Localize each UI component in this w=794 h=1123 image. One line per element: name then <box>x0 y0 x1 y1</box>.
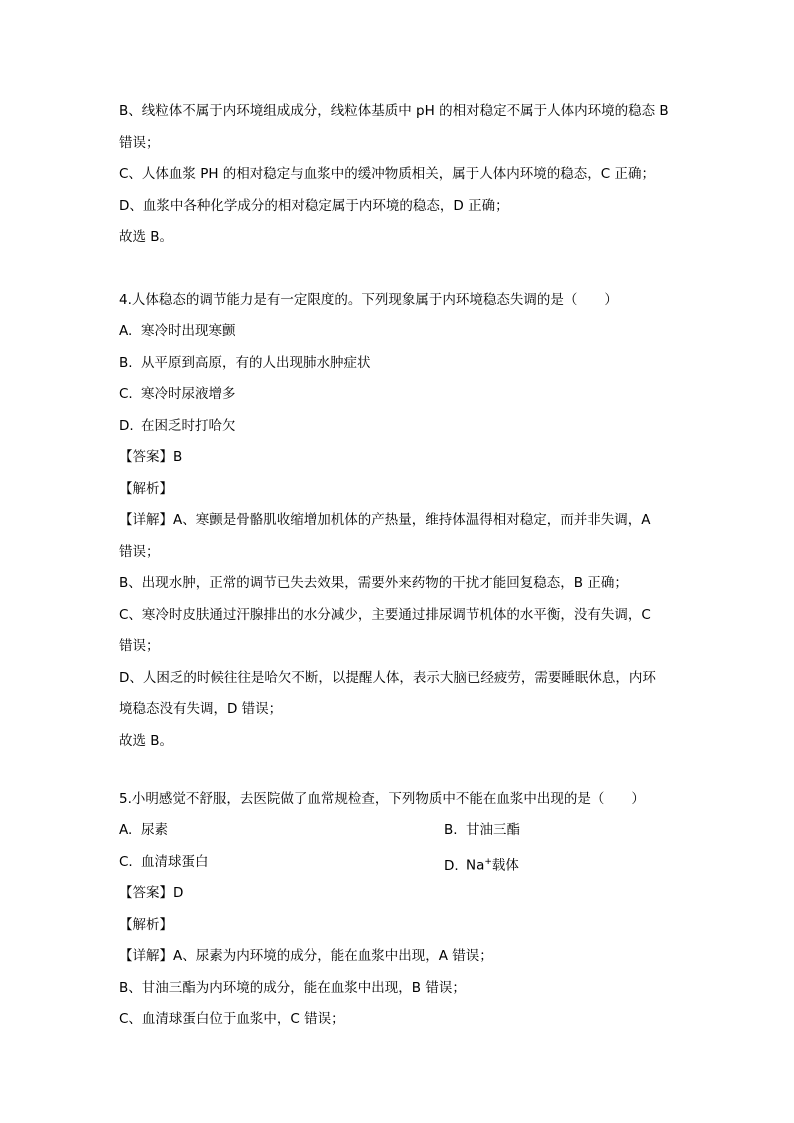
q4-option-b-text: 从平原到高原，有的人出现肺水肿症状 <box>141 355 371 371</box>
q4-detail-c-line1: C、寒冷时皮肤通过汗腺排出的水分减少，主要通过排尿调节机体的水平衡，没有失调，C <box>119 607 651 623</box>
q5-option-a <box>119 820 168 840</box>
q5-detail-c: C、血清球蛋白位于血浆中，C 错误； <box>119 1011 345 1027</box>
q4-option-d-text: 在困乏时打哈欠 <box>141 418 236 434</box>
q5-detail-b: B、甘油三酯为内环境的成分，能在血浆中出现，B 错误； <box>119 980 466 996</box>
q5-option-d-letter: D. <box>444 857 459 874</box>
q5-analysis-label: 【解析】 <box>119 917 173 933</box>
q4-option-c-letter: C. <box>119 386 133 402</box>
q4-detail-a-line1: 【详解】A、寒颤是骨骼肌收缩增加机体的产热量，维持体温得相对稳定，而并非失调，A <box>119 512 651 528</box>
q4-option-b-letter: B. <box>119 355 133 371</box>
q5-option-a-letter: A. <box>119 822 133 838</box>
q4-option-c-text: 寒冷时尿液增多 <box>141 386 236 402</box>
q4-option-d-letter: D. <box>119 418 134 434</box>
q4-answer: 【答案】B <box>119 449 183 465</box>
q5-option-d <box>444 852 519 872</box>
q5-option-b-text: 甘油三酯 <box>466 822 520 838</box>
q5-option-c-text: 血清球蛋白 <box>141 854 209 870</box>
q5-option-b-letter: B. <box>444 822 458 838</box>
q5-option-c <box>119 852 209 872</box>
q3-conclusion: 故选 B。 <box>119 229 174 245</box>
q4-option-a <box>119 321 236 341</box>
q4-conclusion: 故选 B。 <box>119 733 174 749</box>
q5-answer: 【答案】D <box>119 885 184 901</box>
q4-detail-d-line1: D、人困乏的时候往往是哈欠不断，以提醒人体，表示大脑已经疲劳，需要睡眠休息，内环 <box>119 670 656 686</box>
q5-option-d-carrier: 载体 <box>491 857 519 874</box>
q5-option-a-text: 尿素 <box>141 822 168 838</box>
q3-detail-d: D、血浆中各种化学成分的相对稳定属于内环境的稳态，D 正确； <box>119 198 509 214</box>
q5-option-d-plus: + <box>484 857 492 867</box>
q5-stem: 5.小明感觉不舒服，去医院做了血常规检查，下列物质中不能在血浆中出现的是（ ） <box>119 791 645 807</box>
q5-option-b <box>444 820 520 840</box>
q4-detail-d-line2: 境稳态没有失调，D 错误； <box>119 701 283 717</box>
q3-detail-c: C、人体血浆 PH 的相对稳定与血浆中的缓冲物质相关，属于人体内环境的稳态，C 正确； <box>119 166 656 182</box>
q4-option-c <box>119 384 236 404</box>
q5-option-d-na: Na <box>466 857 485 874</box>
q4-option-a-text: 寒冷时出现寒颤 <box>141 323 236 339</box>
q4-option-b <box>119 353 371 373</box>
q4-option-a-letter: A. <box>119 323 133 339</box>
q5-detail-a: 【详解】A、尿素为内环境的成分，能在血浆中出现，A 错误； <box>119 948 493 964</box>
q5-option-c-letter: C. <box>119 854 133 870</box>
q4-option-d <box>119 416 236 436</box>
q4-detail-a-line2: 错误； <box>119 544 160 560</box>
q3-detail-b-line2: 错误； <box>119 135 160 151</box>
q3-detail-b-line1: B、线粒体不属于内环境组成成分，线粒体基质中 pH 的相对稳定不属于人体内环境的稳态 B <box>119 103 669 119</box>
q4-stem: 4.人体稳态的调节能力是有一定限度的。下列现象属于内环境稳态失调的是（ ） <box>119 292 618 308</box>
q4-analysis-label: 【解析】 <box>119 481 173 497</box>
q4-detail-c-line2: 错误； <box>119 638 160 654</box>
q4-detail-b: B、出现水肿，正常的调节已失去效果，需要外来药物的干扰才能回复稳态，B 正确； <box>119 575 628 591</box>
